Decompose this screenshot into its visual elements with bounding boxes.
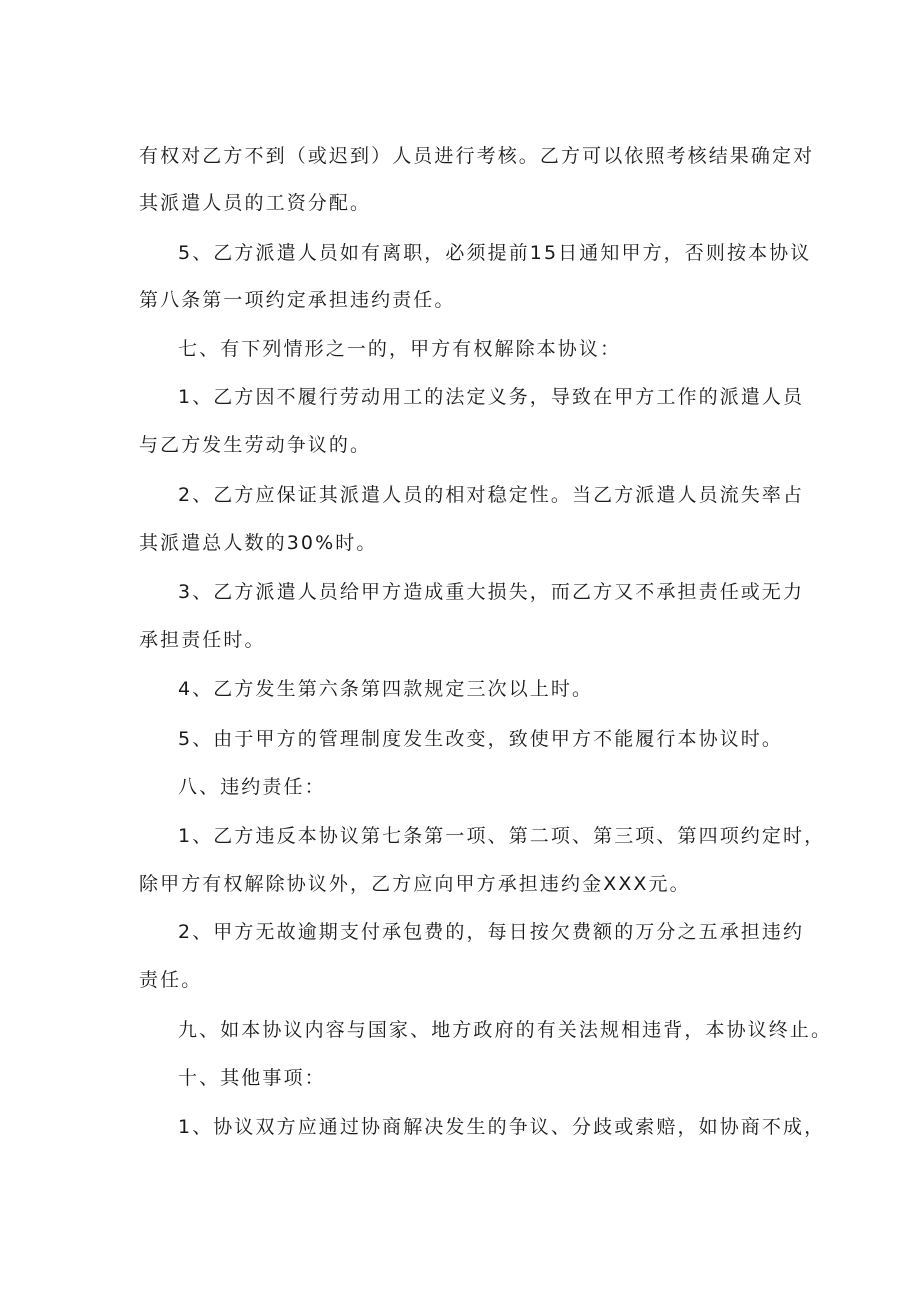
section-heading: 七、有下列情形之一的，甲方有权解除本协议： xyxy=(178,338,622,360)
text-line: 1、乙方违反本协议第七条第一项、第二项、第三项、第四项约定时， xyxy=(178,825,826,847)
text-line: 3、乙方派遣人员给甲方造成重大损失，而乙方又不承担责任或无力 xyxy=(178,581,805,603)
text-line: 与乙方发生劳动争议的。 xyxy=(139,434,372,456)
section-heading: 八、违约责任： xyxy=(178,776,326,798)
text-line: 其派遣人员的工资分配。 xyxy=(139,192,372,214)
text-line: 1、协议双方应通过协商解决发生的争议、分歧或索赔，如协商不成， xyxy=(178,1116,826,1138)
section-heading: 十、其他事项： xyxy=(178,1067,326,1089)
text-line: 其派遣总人数的30%时。 xyxy=(139,532,378,554)
text-line: 5、由于甲方的管理制度发生改变，致使甲方不能履行本协议时。 xyxy=(178,728,783,750)
text-line: 第八条第一项约定承担违约责任。 xyxy=(139,289,456,311)
text-line: 除甲方有权解除协议外，乙方应向甲方承担违约金XXX元。 xyxy=(139,873,691,895)
text-line: 5、乙方派遣人员如有离职，必须提前15日通知甲方，否则按本协议 xyxy=(178,242,812,264)
text-line: 2、乙方应保证其派遣人员的相对稳定性。当乙方派遣人员流失率占 xyxy=(178,484,805,506)
text-line: 责任。 xyxy=(139,969,203,991)
text-line: 有权对乙方不到（或迟到）人员进行考核。乙方可以依照考核结果确定对 xyxy=(139,145,815,167)
text-line: 4、乙方发生第六条第四款规定三次以上时。 xyxy=(178,678,594,700)
section-heading: 九、如本协议内容与国家、地方政府的有关法规相违背，本协议终止。 xyxy=(178,1019,833,1041)
text-line: 1、乙方因不履行劳动用工的法定义务，导致在甲方工作的派遣人员 xyxy=(178,386,805,408)
text-line: 2、甲方无故逾期支付承包费的，每日按欠费额的万分之五承担违约 xyxy=(178,921,805,943)
text-line: 承担责任时。 xyxy=(139,629,266,651)
